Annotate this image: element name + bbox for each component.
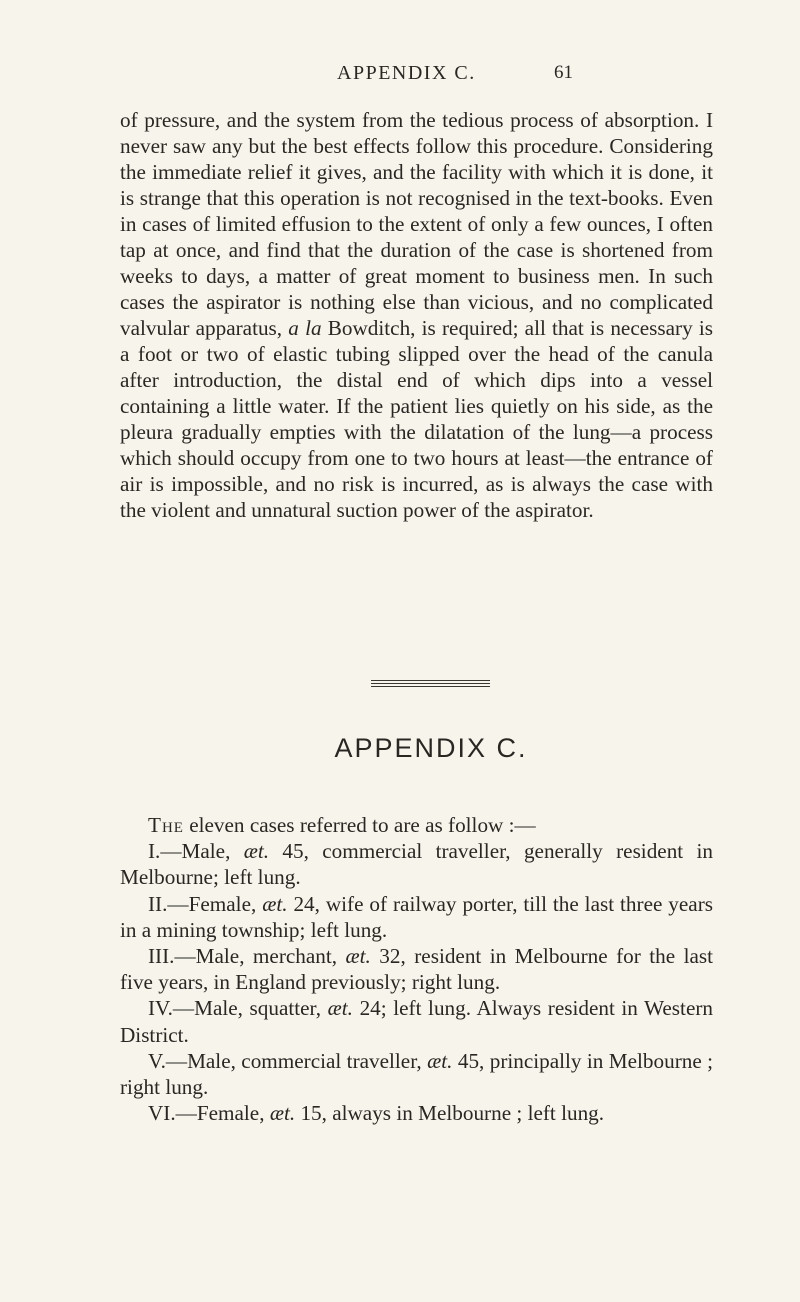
page-number: 61 [554,62,573,83]
case-list-intro [120,812,713,838]
case-numeral: VI. [148,1101,176,1126]
intro-smallcaps: The [148,813,184,837]
case-numeral: II. [148,891,168,916]
section-divider [371,680,490,689]
case-item [120,1100,713,1126]
paragraph-text [120,107,713,523]
aet-label: æt. [243,839,270,864]
case-numeral: I. [148,839,161,864]
running-head [0,62,800,92]
divider-line [371,680,490,681]
paragraph-italic-phrase: a la [288,316,322,340]
body-paragraph [120,107,713,523]
section-heading: APPENDIX C. [334,733,528,763]
case-numeral: III. [148,944,175,969]
case-list [120,812,713,1126]
paragraph-part-1: of pressure, and the system from the tedious process of absorption. I never saw any but the best effects follow this procedure. Considering the immediate relief it gives, and the facility with which it is done, it is strange that this operation is not recognised in the text-books. Even in cases of limited effusion to the extent of only a few ounces, I often tap at once, and find that the duration of the case is shortened from weeks to days, a matter of great moment to business men. In such cases the aspirator is nothing else than vicious, and no complicated valvular apparatus, [120,108,713,340]
aet-label: æt. [262,891,288,916]
case-details: left lung. Always resident in Western District. [120,996,713,1047]
divider-line [371,686,490,687]
case-item [120,891,713,943]
case-details: principally in Melbourne ; right lung. [120,1048,714,1100]
case-numeral: IV. [148,996,173,1021]
case-details: resident in Melbourne for the last five years, in England previously; right lung. [120,944,714,995]
case-numeral: V. [148,1048,166,1073]
aet-label: æt. [427,1048,453,1073]
case-descriptor: —Female, [175,1101,265,1126]
divider-line [371,683,490,684]
case-age: 45, [457,1048,485,1073]
paragraph-part-2: Bowditch, is required; all that is necessary is a foot or two of elastic tubing slipped over the head of the canula after introduction, the distal end of which dips into a vessel containing a little water. If the patient lies quietly on his side, as the pleura gradually empties with the dilatation of the lung—a process which should occupy from one to two hours at least—the entrance of air is impossible, and no risk is incurred, as is always the case with the violent and unnatural suction power of the aspirator. [120,316,714,522]
case-item [120,838,713,890]
running-title: APPENDIX C. [337,62,476,84]
aet-label: æt. [327,996,353,1021]
case-descriptor: —Male, squatter, [172,996,322,1021]
case-item [120,995,713,1047]
case-age: 24; [359,996,387,1021]
case-descriptor: —Male, [160,839,231,864]
case-item [120,943,713,995]
case-descriptor: —Male, commercial traveller, [165,1048,422,1073]
case-descriptor: —Male, merchant, [174,944,338,969]
case-age: 24, [293,891,320,916]
case-age: 45, [282,839,309,864]
case-descriptor: —Female, [167,891,257,916]
intro-text: eleven cases referred to are as follow :— [189,813,536,837]
aet-label: æt. [269,1101,296,1126]
case-age: 32, [379,944,406,969]
case-item [120,1048,713,1100]
case-details: wife of railway porter, till the last three years in a mining township; left lung. [120,891,713,942]
case-age: 15, [300,1101,327,1126]
aet-label: æt. [345,944,371,969]
case-details: always in Melbourne ; left lung. [332,1101,605,1126]
case-details: commercial traveller, generally resident in Melbourne; left lung. [120,839,713,890]
